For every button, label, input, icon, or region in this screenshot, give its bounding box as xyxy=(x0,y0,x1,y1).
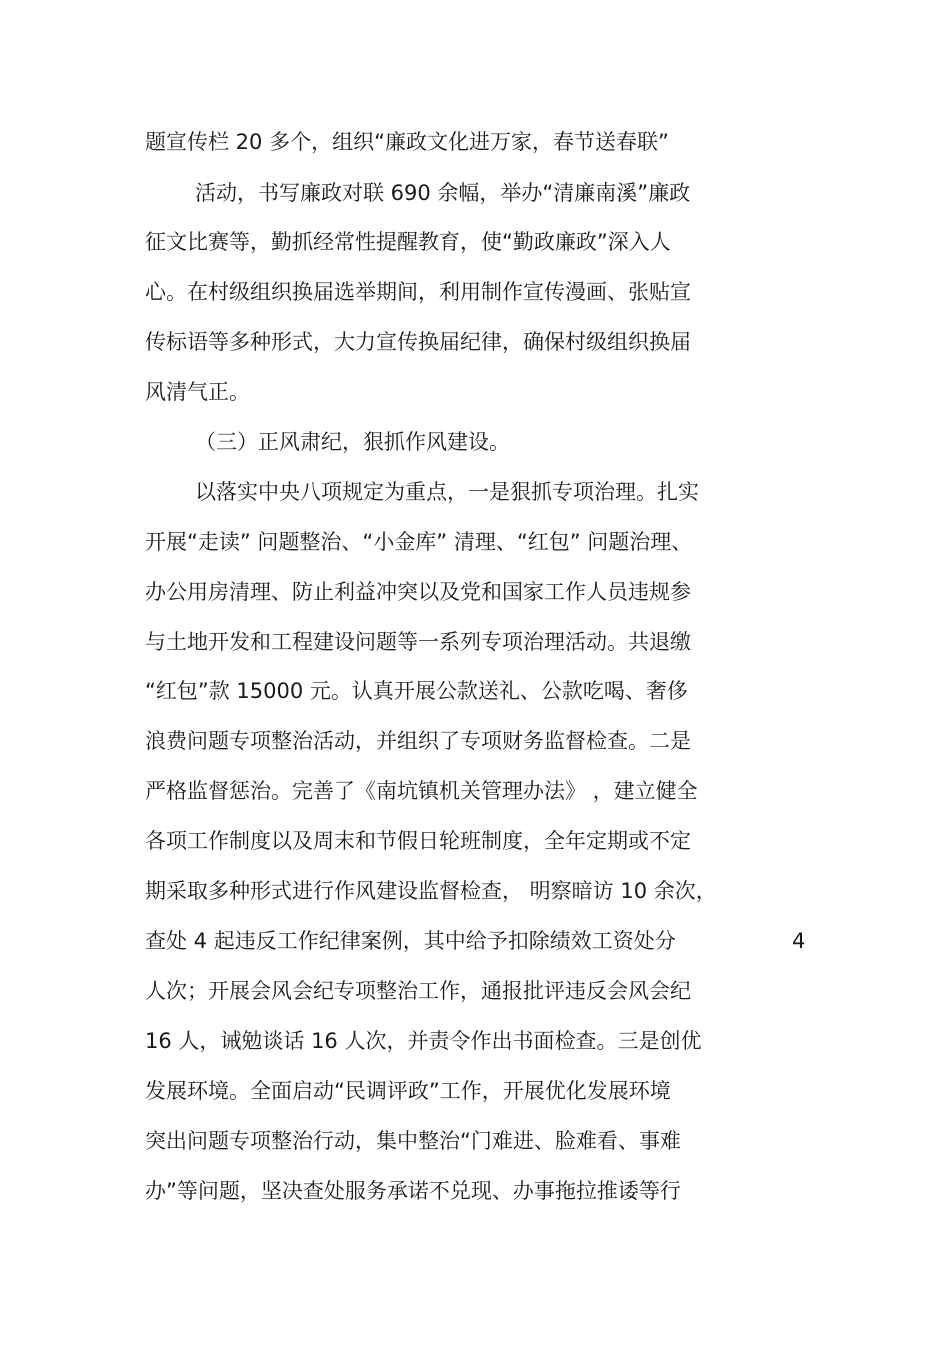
section-heading: （三）正风肃纪，狠抓作风建设。 xyxy=(195,430,510,454)
text-line: 传标语等多种形式，大力宣传换届纪律，确保村级组织换届 xyxy=(145,330,691,354)
text-line: 办”等问题，坚决查处服务承诺不兑现、办事拖拉推诿等行 xyxy=(145,1179,681,1203)
text-line: 活动，书写廉政对联 690 余幅，举办“清廉南溪”廉政 xyxy=(195,181,691,205)
text-line: 浪费问题专项整治活动，并组织了专项财务监督检查。二是 xyxy=(145,729,691,753)
text-line: 16 人，诫勉谈话 16 人次，并责令作出书面检查。三是创优 xyxy=(145,1029,702,1053)
text-line: 期采取多种形式进行作风建设监督检查， 明察暗访 10 余次， xyxy=(145,879,717,903)
text-line: “红包”款 15000 元。认真开展公款送礼、公款吃喝、奢侈 xyxy=(145,679,688,703)
text-line: 突出问题专项整治行动，集中整治“门难进、脸难看、事难 xyxy=(145,1129,681,1153)
text-line: 风清气正。 xyxy=(145,380,250,404)
text-line: 征文比赛等，勤抓经常性提醒教育，使“勤政廉政”深入人 xyxy=(145,230,671,254)
text-line: 4 xyxy=(792,929,806,953)
text-line: 查处 4 起违反工作纪律案例，其中给予扣除绩效工资处分 xyxy=(145,929,676,953)
text-line: 办公用房清理、防止利益冲突以及党和国家工作人员违规参 xyxy=(145,580,691,604)
text-line: 人次；开展会风会纪专项整治工作，通报批评违反会风会纪 xyxy=(145,979,691,1003)
text-line: 题宣传栏 20 多个，组织“廉政文化进万家，春节送春联” xyxy=(145,130,669,154)
text-line: 开展“走读” 问题整治、“小金库” 清理、“红包” 问题治理、 xyxy=(145,530,693,554)
text-line: 各项工作制度以及周末和节假日轮班制度，全年定期或不定 xyxy=(145,829,691,853)
text-line: 发展环境。全面启动“民调评政”工作，开展优化发展环境 xyxy=(145,1079,671,1103)
text-line: 心。在村级组织换届选举期间，利用制作宣传漫画、张贴宣 xyxy=(145,280,691,304)
text-line: 严格监督惩治。完善了《南坑镇机关管理办法》 ，建立健全 xyxy=(145,779,698,803)
text-line: 以落实中央八项规定为重点，一是狠抓专项治理。扎实 xyxy=(195,480,699,504)
text-line: 与土地开发和工程建设问题等一系列专项治理活动。共退缴 xyxy=(145,630,691,654)
